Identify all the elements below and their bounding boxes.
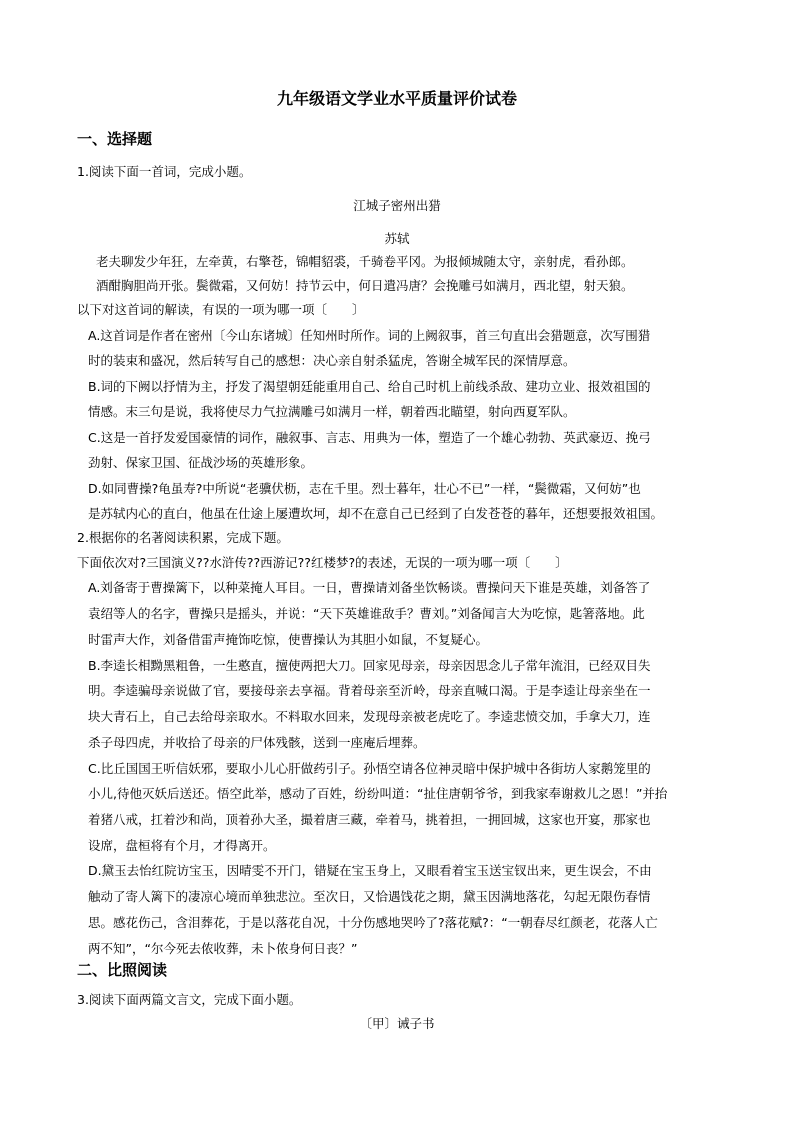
option-2b-cont: 块大青石上，自己去给母亲取水。不料取水回来，发现母亲被老虎吃了。李逵悲愤交加，手拿大刀，连 [88,709,651,724]
option-2d-cont: 触动了寄人篱下的凄凉心境而单独悲泣。至次日，又恰遇饯花之期，黛玉因满地落花，勾起无限伤春情 [88,889,651,904]
option-2a-cont: 时雷声大作，刘备借雷声掩饰吃惊，使曹操认为其胆小如鼠，不复疑心。 [88,632,489,647]
poem-author: 苏轼 [384,231,410,246]
option-1b-cont: 情感。末三句是说，我将使尽力气拉满雕弓如满月一样，朝着西北瞄望，射向西夏军队。 [88,404,576,419]
option-2b-cont: 杀子母四虎，并收拾了母亲的尸体残骸，送到一座庵后埋葬。 [88,735,426,750]
exam-title: 九年级语文学业水平质量评价试卷 [276,89,517,108]
section-heading-1: 一、选择题 [77,130,153,148]
poem-line: 酒酣胸胆尚开张。鬓微霜，又何妨！持节云中，何日遣冯唐？会挽雕弓如满月，西北望，射天狼。 [96,278,634,293]
option-2a-cont: 袁绍等人的名字，曹操只是摇头，并说：“天下英雄谁敌手？曹刘。”刘备闻言大为吃惊，匙箸落地。此 [88,606,645,621]
option-2c-cont: 着猪八戒，扛着沙和尚，顶着孙大圣，撮着唐三藏，牵着马，挑着担，一拥回城，这家也开宴，那家也 [88,812,651,827]
question-1-stem: 以下对这首词的解读，有误的一项为哪一项〔 〕 [77,302,365,317]
option-1c: C.这是一首抒发爱国豪情的词作，融叙事、言志、用典为一体，塑造了一个雄心勃勃、英武豪迈、挽弓 [88,430,651,445]
option-2c-cont: 小儿,待他灭妖后送还。悟空此举，感动了百姓，纷纷叫道：“扯住唐朝爷爷，到我家奉谢救儿之恩！”并抬 [88,786,668,801]
question-3-prompt: 3.阅读下面两篇文言文，完成下面小题。 [77,992,302,1007]
text-title: 〔甲〕诫子书 [359,1016,435,1031]
option-2b: B.李逵长相黝黑粗鲁，一生憨直，擅使两把大刀。回家见母亲，母亲因思念儿子常年流泪，已经双目失 [88,658,651,673]
question-2-stem: 下面依次对?三国演义??水浒传??西游记??红楼梦?的表述，无误的一项为哪一项〔 〕 [77,555,568,570]
section-heading-2: 二、比照阅读 [77,961,168,979]
poem-line: 老夫聊发少年狂，左牵黄，右擎苍，锦帽貂裘，千骑卷平冈。为报倾城随太守，亲射虎，看孙郎。 [96,254,634,269]
option-1b: B.词的下阙以抒情为主，抒发了渴望朝廷能重用自己、给自己时机上前线杀敌、建功立业、报效祖国的 [88,379,651,394]
option-1c-cont: 劲射、保家卫国、征战沙场的英雄形象。 [88,455,314,470]
option-2b-cont: 明。李逵骗母亲说做了官，要接母亲去享福。背着母亲至沂岭，母亲直喊口渴。于是李逵让母亲坐在一 [88,683,651,698]
option-2a: A.刘备寄于曹操篱下，以种菜掩人耳目。一日，曹操请刘备坐饮畅谈。曹操问天下谁是英雄，刘备答了 [88,580,651,595]
option-2d-cont: 思。感花伤己，含泪葬花，于是以落花自况，十分伤感地哭吟了?落花赋?：“一朝春尽红颜老，花落人亡 [88,915,658,930]
option-2d: D.黛玉去怡红院访宝玉，因晴雯不开门，错疑在宝玉身上，又眼看着宝玉送宝钗出来，更生误会，不由 [88,863,652,878]
question-2-prompt: 2.根据你的名著阅读积累，完成下题。 [77,530,289,545]
option-1a-cont: 时的装束和盛况，然后转写自己的感想：决心亲自射杀猛虎，答谢全城军民的深情厚意。 [88,353,576,368]
option-2c-cont: 设席，盘桓将有个月，才得离开。 [88,838,276,853]
question-1-prompt: 1.阅读下面一首词，完成小题。 [77,164,252,179]
option-1d: D.如同曹操?龟虽寿?中所说“老骥伏枥，志在千里。烈士暮年，壮心不已”一样，“鬓微霜，又何妨”也 [88,481,641,496]
option-2c: C.比丘国国王听信妖邪，要取小儿心肝做药引子。孙悟空请各位神灵暗中保护城中各街坊人家鹅笼里的 [88,761,651,776]
option-2d-cont: 两不知”，“尔今死去侬收葬，未卜侬身何日丧？” [88,941,358,956]
option-1a: A.这首词是作者在密州〔今山东诸城〕任知州时所作。词的上阙叙事，首三句直出会猎题意，次写围猎 [88,328,651,343]
option-1d-cont: 是苏轼内心的直白，他虽在仕途上屡遭坎坷，却不在意自己已经到了白发苍苍的暮年，还想要报效祖国。 [88,506,664,521]
poem-title: 江城子密州出猎 [353,198,441,213]
